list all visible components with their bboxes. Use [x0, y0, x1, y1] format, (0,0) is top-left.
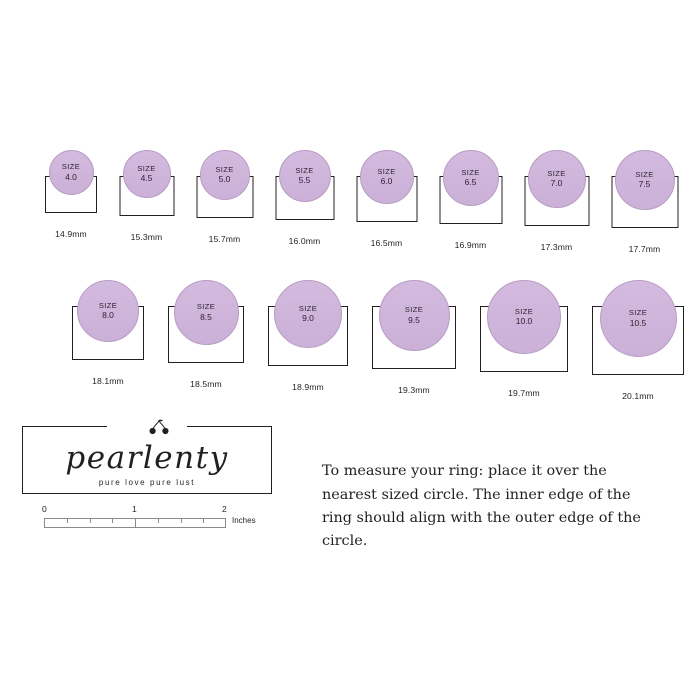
- diameter-mm-label: 19.7mm: [508, 388, 540, 398]
- ring-size-circle[interactable]: [49, 150, 94, 195]
- ruler-tick-1: [135, 518, 136, 528]
- size-word-label: SIZE: [377, 166, 396, 176]
- ruler-label-2: 2: [222, 504, 227, 514]
- ring-row-top: [34, 150, 689, 254]
- ring-size-circle[interactable]: [279, 150, 331, 202]
- size-word-label: SIZE: [461, 167, 480, 177]
- diameter-mm-label: 19.3mm: [398, 385, 430, 395]
- ruler-tick-minor: [112, 518, 113, 523]
- diameter-mm-label: 18.9mm: [292, 382, 324, 392]
- ring-size-circle[interactable]: [77, 280, 139, 342]
- ring-size-circle[interactable]: [274, 280, 342, 348]
- diameter-mm-label: 16.5mm: [370, 238, 403, 248]
- size-word-label: SIZE: [61, 162, 81, 172]
- size-number-label: 10.0: [515, 316, 533, 327]
- size-number-label: 5.5: [298, 175, 311, 186]
- ruler-tick-minor: [90, 518, 91, 523]
- size-word-label: SIZE: [547, 168, 566, 178]
- size-word-label: SIZE: [196, 302, 216, 312]
- size-number-label: 4.5: [140, 173, 153, 184]
- ring-size-circle[interactable]: [443, 150, 499, 206]
- size-word-label: SIZE: [628, 308, 648, 318]
- ring-size-circle[interactable]: [379, 280, 450, 351]
- ruler-tick-2: [225, 518, 226, 528]
- ruler-tick-minor: [158, 518, 159, 523]
- ring-size-circle[interactable]: [174, 280, 239, 345]
- size-word-label: SIZE: [295, 165, 314, 175]
- ring-size-cell[interactable]: [580, 280, 696, 401]
- ring-size-circle[interactable]: [123, 150, 171, 198]
- inch-ruler: [44, 504, 274, 532]
- ruler-tick-minor: [67, 518, 68, 523]
- size-number-label: 10.5: [629, 317, 647, 328]
- ring-size-graphic: [352, 150, 421, 232]
- size-number-label: 4.0: [65, 171, 77, 182]
- ring-size-circle[interactable]: [487, 280, 561, 354]
- diameter-mm-label: 15.3mm: [130, 232, 163, 242]
- brand-tagline: pure love pure lust: [98, 478, 196, 487]
- size-number-label: 6.0: [380, 176, 393, 187]
- ring-size-cell[interactable]: [428, 150, 513, 250]
- ring-size-graphic: [368, 280, 460, 379]
- ring-size-cell[interactable]: [468, 280, 580, 398]
- ring-size-cell[interactable]: [108, 150, 185, 242]
- measuring-instructions: To measure your ring: place it over the nearest sized circle. The inner edge of the ring should align with the outer edge of the circle.: [322, 463, 641, 550]
- ring-size-graphic: [476, 280, 572, 382]
- size-number-label: 5.0: [218, 174, 231, 185]
- ring-size-cell[interactable]: [360, 280, 468, 395]
- ring-size-cell[interactable]: [156, 280, 256, 389]
- ring-size-graphic: [192, 150, 257, 228]
- ring-size-cell[interactable]: [60, 280, 156, 386]
- ruler-tick-minor: [203, 518, 204, 523]
- ring-size-circle[interactable]: [615, 150, 675, 210]
- size-number-label: 8.5: [200, 311, 212, 322]
- brand-logo: [22, 418, 280, 498]
- size-number-label: 7.0: [550, 178, 563, 189]
- ring-size-circle[interactable]: [600, 280, 677, 357]
- ring-size-graphic: [607, 150, 682, 238]
- size-word-label: SIZE: [215, 164, 234, 174]
- diameter-mm-label: 18.5mm: [190, 379, 222, 389]
- size-word-label: SIZE: [404, 305, 424, 315]
- ring-size-circle[interactable]: [200, 150, 250, 200]
- ring-size-graphic: [588, 280, 688, 385]
- ring-size-graphic: [264, 280, 352, 376]
- size-word-label: SIZE: [298, 303, 318, 313]
- size-number-label: 6.5: [464, 177, 477, 188]
- ring-size-cell[interactable]: [256, 280, 360, 392]
- size-word-label: SIZE: [98, 300, 118, 310]
- ring-size-circle[interactable]: [360, 150, 414, 204]
- size-word-label: SIZE: [635, 169, 654, 179]
- diameter-mm-label: 20.1mm: [622, 391, 654, 401]
- cherry-icon: [146, 418, 172, 436]
- diameter-mm-label: 18.1mm: [92, 376, 124, 386]
- ruler-unit-label: Inches: [232, 516, 256, 525]
- ring-size-graphic: [271, 150, 338, 230]
- ring-size-graphic: [41, 150, 101, 223]
- size-number-label: 8.0: [102, 310, 114, 321]
- ruler-label-1: 1: [132, 504, 137, 514]
- ruler-tick-minor: [181, 518, 182, 523]
- diameter-mm-label: 17.7mm: [628, 244, 661, 254]
- diameter-mm-label: 17.3mm: [540, 242, 573, 252]
- ring-size-cell[interactable]: [185, 150, 264, 244]
- ring-size-cell[interactable]: [345, 150, 428, 248]
- ring-size-cell[interactable]: [600, 150, 689, 254]
- size-word-label: SIZE: [514, 306, 534, 316]
- ring-size-graphic: [520, 150, 593, 236]
- diameter-mm-label: 16.9mm: [454, 240, 487, 250]
- diameter-mm-label: 16.0mm: [288, 236, 321, 246]
- diameter-mm-label: 15.7mm: [208, 234, 241, 244]
- ring-size-graphic: [435, 150, 506, 234]
- size-number-label: 9.5: [408, 314, 420, 325]
- ruler-tick-0: [44, 518, 45, 528]
- size-word-label: SIZE: [137, 163, 156, 173]
- size-number-label: 7.5: [638, 179, 651, 190]
- ring-size-cell[interactable]: [513, 150, 600, 252]
- brand-name: pearlenty: [65, 440, 229, 476]
- ring-size-cell[interactable]: [34, 150, 108, 239]
- diameter-mm-label: 14.9mm: [55, 229, 87, 239]
- ring-size-graphic: [68, 280, 148, 370]
- ring-row-bottom: [60, 280, 696, 401]
- size-number-label: 9.0: [302, 313, 314, 324]
- ring-size-graphic: [115, 150, 178, 226]
- ring-size-circle[interactable]: [528, 150, 586, 208]
- ruler-label-0: 0: [42, 504, 47, 514]
- ring-size-cell[interactable]: [264, 150, 345, 246]
- ring-size-graphic: [164, 280, 248, 373]
